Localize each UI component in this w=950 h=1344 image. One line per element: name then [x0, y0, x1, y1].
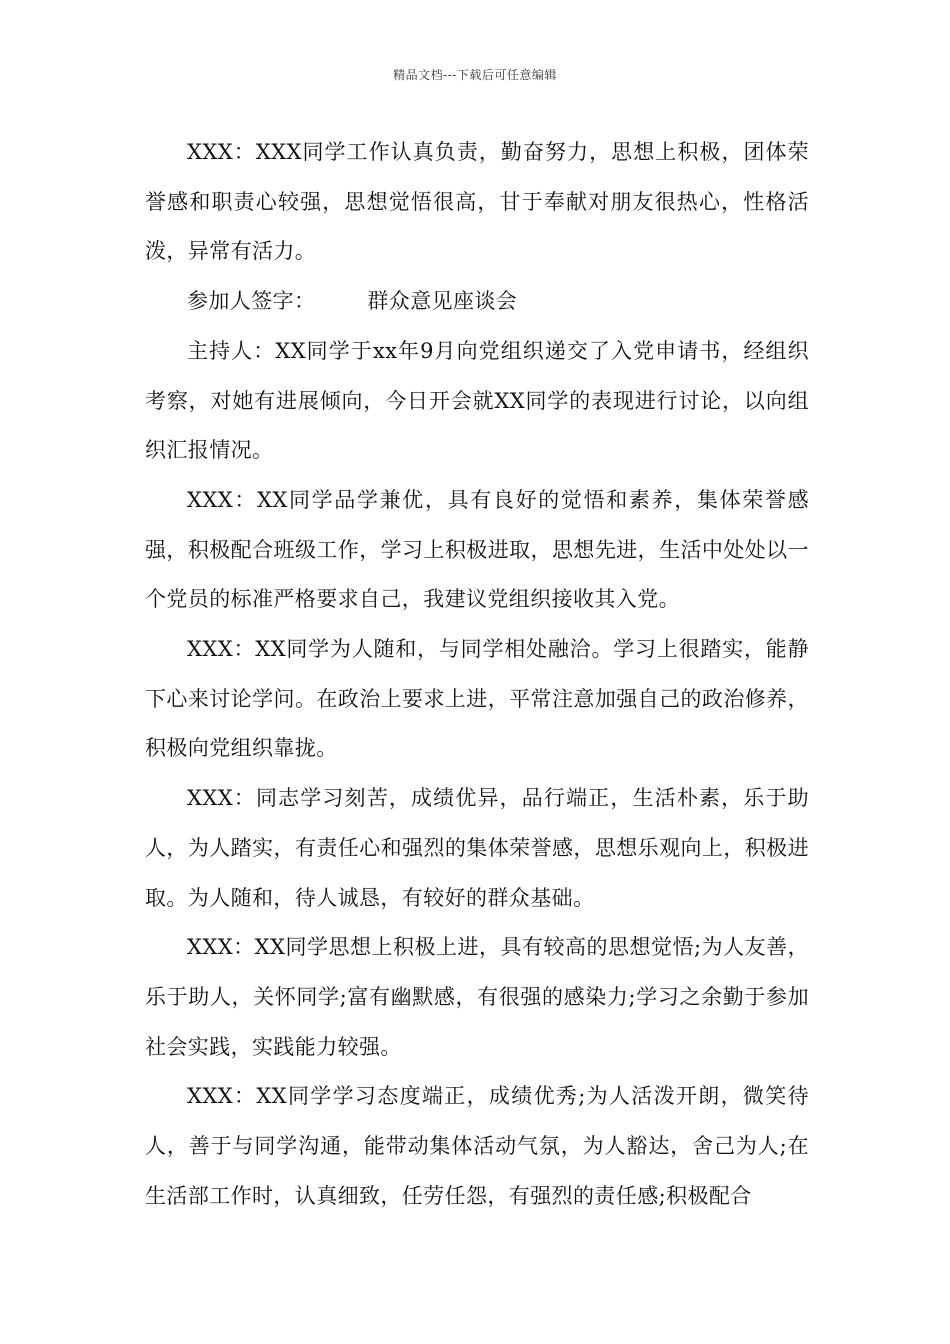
paragraph-3: XXX：XX同学品学兼优，具有良好的觉悟和素养，集体荣誉感强，积极配合班级工作，学习上积极进取，思想先进，生活中处处以一个党员的标准严格要求自己，我建议党组织接收其入党。: [145, 487, 809, 612]
page-header: 精品文档---下载后可任意编辑: [393, 68, 557, 82]
paragraph-1: XXX：XXX同学工作认真负责，勤奋努力，思想上积极，团体荣誉感和职责心较强，思想觉悟很高，甘于奉献对朋友很热心，性格活泼，异常有活力。: [145, 140, 809, 264]
paragraph-4: XXX：XX同学为人随和，与同学相处融洽。学习上很踏实，能静下心来讨论学问。在政治上要求上进，平常注意加强自己的政治修养，积极向党组织靠拢。: [145, 637, 809, 761]
paragraph-7: XXX：XX同学学习态度端正，成绩优秀;为人活泼开朗，微笑待人，善于与同学沟通，能带动集体活动气氛，为人豁达，舍己为人;在生活部工作时，认真细致，任劳任怨，有强烈的责任感;积极配合: [145, 1084, 809, 1208]
paragraph-6: XXX：XX同学思想上积极上进，具有较高的思想觉悟;为人友善，乐于助人，关怀同学;富有幽默感，有很强的感染力;学习之余勤于参加社会实践，实践能力较强。: [145, 935, 809, 1059]
meeting-title: 群众意见座谈会: [367, 289, 518, 314]
signature-line: [145, 277, 809, 327]
document-body: [145, 128, 809, 1221]
paragraph-2: 主持人：XX同学于xx年9月向党组织递交了入党申请书，经组织考察，对她有进展倾向，今日开会就XX同学的表现进行讨论，以向组织汇报情况。: [145, 338, 809, 463]
paragraph-5: XXX：同志学习刻苦，成绩优异，品行端正，生活朴素，乐于助人，为人踏实，有责任心和强烈的集体荣誉感，思想乐观向上，积极进取。为人随和，待人诚恳，有较好的群众基础。: [145, 786, 809, 910]
signature-label: 参加人签字：: [187, 289, 316, 314]
